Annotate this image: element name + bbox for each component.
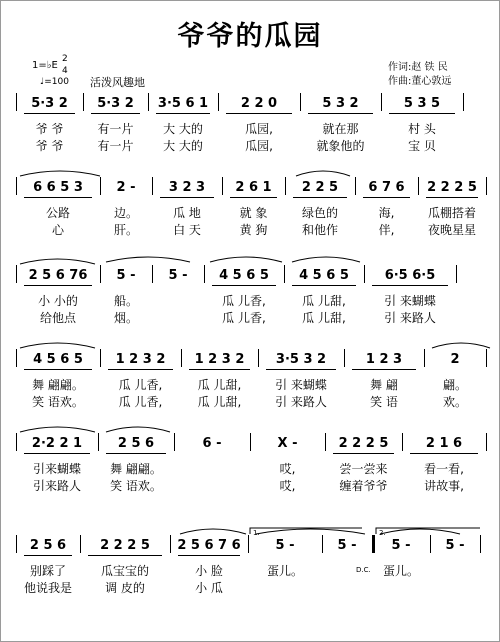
slur (20, 343, 95, 348)
note-measure: 4 5 6 5 (299, 268, 349, 283)
note-measure: 5 - (391, 538, 411, 553)
lyric-verse-2: 讲故事, (424, 479, 464, 493)
note-measure: 5 - (337, 538, 357, 553)
note-measure: 2 2 0 (240, 96, 278, 111)
slur (380, 529, 460, 534)
note-measure: 2·2 2 1 (31, 436, 83, 451)
lyric-verse-1: 有一片 (97, 122, 134, 136)
composer-credit: 作曲:董心敦远 (388, 76, 452, 87)
note-measure: 5 3 5 (403, 96, 441, 111)
lyric-verse-1: 瓜 地 (173, 206, 201, 220)
lyric-verse-2: 瓜 儿香, (118, 395, 163, 409)
volta-label: 2. (379, 529, 386, 537)
note-measure: 6·5 6·5 (384, 268, 436, 283)
lyric-verse-1: 边。 (113, 206, 138, 220)
note-measure: 3·5 6 1 (157, 96, 209, 111)
lyric-verse-1: 小 脸 (195, 564, 223, 578)
lyric-verse-1: 船。 (113, 294, 138, 308)
note-measure: 2 5 6 76 (28, 268, 88, 283)
note-measure: 3·5 3 2 (275, 352, 327, 367)
key-note: ♭E (46, 60, 58, 71)
note-measure: 2 1 6 (425, 436, 463, 451)
lyric-verse-2: 瓜 儿香, (222, 311, 266, 325)
note-measure: X - (277, 436, 298, 451)
note-measure: 6 7 6 (368, 180, 405, 195)
slur (20, 427, 95, 432)
note-measure: 6 - (202, 436, 222, 451)
note-measure: 2 5 6 7 6 (177, 538, 241, 553)
lyricist-credit: 作词:赵 铁 民 (388, 62, 448, 73)
lyric-verse-1: 公路 (45, 206, 70, 220)
note-measure: 5 - (275, 538, 295, 553)
lyric-verse-2: 肝。 (113, 223, 138, 237)
expression-marking: 活泼风趣地 (90, 76, 145, 89)
note-measure: 1 2 3 2 (115, 352, 166, 367)
lyric-verse-1: 瓜 儿甜, (302, 294, 346, 308)
note-measure: 1 2 3 2 (194, 352, 245, 367)
slur (106, 427, 170, 432)
note-measure: 4 5 6 5 (33, 352, 83, 367)
lyric-verse-2: 他说我是 (23, 581, 72, 595)
lyric-verse-2: 有一片 (97, 139, 134, 153)
lyric-verse-1: 蛋儿。 (266, 564, 303, 578)
lyric-verse-1: 引 来蝴蝶 (384, 294, 436, 308)
lyric-verse-2: 白 天 (173, 223, 201, 237)
note-measure: 2 2 2 5 (100, 538, 150, 553)
slur (210, 257, 282, 262)
slur (20, 259, 95, 264)
slur (432, 343, 490, 348)
lyric-verse-1: 看一看, (424, 462, 464, 476)
tempo-marking: ♩=100 (40, 77, 69, 87)
lyric-verse-2: 引 来路人 (275, 395, 327, 409)
lyric-verse-2: 爷 爷 (35, 139, 64, 153)
lyric-verse-1: 爷 爷 (35, 122, 64, 136)
lyric-verse-2: 黄 狗 (239, 223, 268, 237)
lyric-verse-1: 小 小的 (38, 294, 78, 308)
lyric-verse-1: 大 大的 (163, 122, 203, 136)
lyric-verse-2: 烟。 (113, 311, 138, 325)
lyric-verse-2: 瓜 儿甜, (197, 395, 242, 409)
lyric-verse-1: 舞 翩翩。 (110, 462, 162, 476)
note-measure: 5 - (116, 268, 136, 283)
lyric-verse-2: 瓜 儿甜, (302, 311, 346, 325)
lyric-verse-1: 瓜宝宝的 (100, 564, 149, 578)
lyric-verse-1: 瓜 儿香, (222, 294, 266, 308)
note-measure: 2 6 1 (235, 180, 272, 195)
note-measure: 2 2 5 (301, 180, 339, 195)
slur (180, 529, 246, 534)
lyric-verse-2: 哎, (279, 479, 296, 493)
note-measure: 5 - (168, 268, 188, 283)
lyric-verse-1: 瓜 儿香, (118, 378, 163, 392)
lyric-verse-2: 心 (51, 223, 64, 237)
lyric-verse-2: 伴, (378, 223, 395, 237)
lyric-verse-2: 瓜园, (245, 139, 273, 153)
note-measure: 3 2 3 (168, 180, 206, 195)
slur (20, 171, 100, 176)
lyric-verse-1: 引来蝴蝶 (32, 462, 81, 476)
lyric-verse-1: 引 来蝴蝶 (275, 378, 327, 392)
lyric-verse-2: 宝 贝 (408, 139, 436, 153)
lyric-verse-2: 引来路人 (32, 479, 81, 493)
da-capo-marking: D.C. (356, 566, 371, 574)
note-measure: 5·3 2 (97, 96, 134, 111)
lyric-verse-2: 缠着爷爷 (339, 479, 388, 493)
time-signature-bottom: 4 (62, 66, 68, 76)
song-title: 爷爷的瓜园 (177, 21, 323, 52)
lyric-verse-1: 尝一尝来 (339, 462, 388, 476)
lyric-verse-2: 调 皮的 (105, 581, 145, 595)
lyric-verse-1: 海, (378, 206, 395, 220)
lyric-verse-1: 哎, (279, 462, 296, 476)
lyric-verse-2: 笑 语欢。 (110, 479, 162, 493)
lyric-verse-1: 就 象 (239, 206, 268, 220)
lyric-verse-1: 瓜棚搭着 (427, 206, 476, 220)
lyric-verse-2: 夜晚星星 (427, 223, 476, 237)
lyric-verse-2: 和他作 (301, 223, 338, 237)
lyric-verse-1: 别踩了 (29, 564, 66, 578)
note-measure: 2 5 6 (29, 538, 67, 553)
slur (296, 171, 350, 176)
note-measure: 2 5 6 (117, 436, 155, 451)
slur (292, 257, 360, 262)
lyric-verse-1: 瓜 儿甜, (197, 378, 242, 392)
note-measure: 5 3 2 (322, 96, 359, 111)
note-measure: 2 - (116, 180, 136, 195)
note-measure: 2 2 2 5 (427, 180, 477, 195)
lyric-verse-2: 欢。 (442, 395, 467, 409)
slur (256, 529, 365, 534)
volta-label: 1. (253, 529, 260, 537)
lyric-verse-2: 就象他的 (316, 139, 365, 153)
note-measure: 1 2 3 (365, 352, 403, 367)
lyric-verse-2: 小 瓜 (195, 581, 223, 595)
lyric-verse-1: 舞 翩翩。 (32, 378, 84, 392)
lyric-verse-1: 蛋儿。 (382, 564, 419, 578)
lyric-verse-2: 引 来路人 (384, 311, 436, 325)
note-measure: 6 6 5 3 (33, 180, 83, 195)
note-measure: 5·3 2 (31, 96, 68, 111)
lyric-verse-2: 笑 语 (370, 395, 398, 409)
lyric-verse-1: 瓜园, (245, 122, 273, 136)
note-measure: 5 - (445, 538, 465, 553)
lyric-verse-2: 大 大的 (163, 139, 203, 153)
lyric-verse-1: 翩。 (442, 378, 467, 392)
slur (106, 257, 190, 262)
note-measure: 2 (450, 352, 460, 367)
lyric-verse-2: 笑 语欢。 (32, 395, 84, 409)
note-measure: 2 2 2 5 (338, 436, 389, 451)
lyric-verse-1: 就在那 (322, 122, 359, 136)
lyric-verse-1: 村 头 (408, 122, 436, 136)
note-measure: 4 5 6 5 (219, 268, 269, 283)
lyric-verse-1: 舞 翩 (370, 378, 398, 392)
lyric-verse-2: 给他点 (39, 311, 76, 325)
key-label: 1= (32, 60, 47, 71)
time-signature-top: 2 (62, 54, 68, 64)
lyric-verse-1: 绿色的 (301, 206, 338, 220)
